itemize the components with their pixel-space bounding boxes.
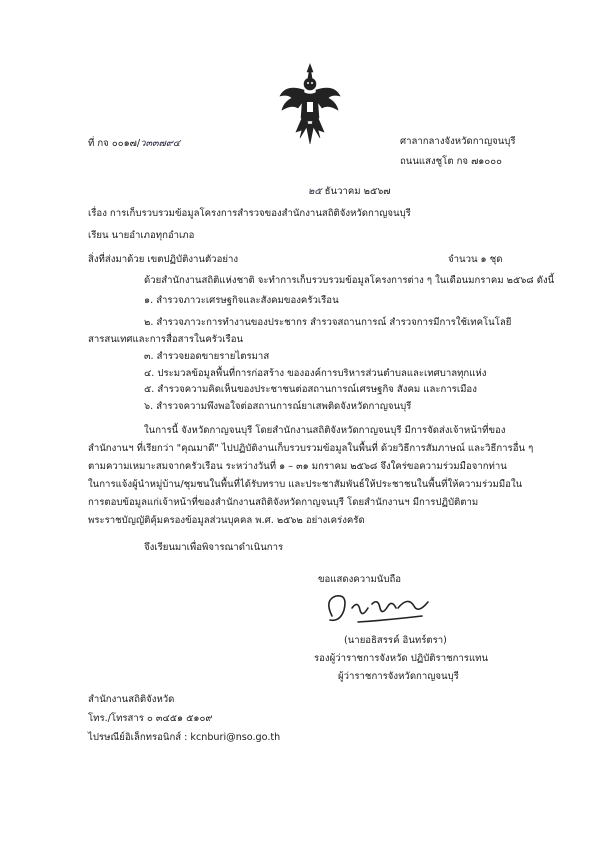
intro-paragraph: ด้วยสำนักงานสถิติแห่งชาติ จะทำการเก็บรวบรวมข้อมูลโครงการต่าง ๆ ในเดือนมกราคม ๒๕๖๘ ดังนี้	[144, 275, 555, 286]
salutation: ขอแสดงความนับถือ	[318, 574, 402, 585]
organization-address: ถนนแสงชูโต กจ ๗๑๐๐๐	[400, 156, 502, 167]
list-item: ๔. ประมวลข้อมูลพื้นที่การก่อสร้าง ขององค์การบริหารส่วนตำบลและเทศบาลทุกแห่ง	[144, 368, 487, 379]
subject-line: เรื่อง การเก็บรวบรวมข้อมูลโครงการสำรวจของสำนักงานสถิติจังหวัดกาญจนบุรี	[88, 208, 411, 219]
date-month-year: ธันวาคม ๒๕๖๗	[324, 186, 391, 197]
paragraph-line: ตามความเหมาะสมจากครัวเรือน ระหว่างวันที่ ๑ – ๓๑ มกราคม ๒๕๖๘ จึงใคร่ขอความร่วมมือจากท่าน	[88, 461, 507, 472]
signatory-position: รองผู้ว่าราชการจังหวัด ปฏิบัติราชการแทน	[314, 653, 489, 664]
list-item: ๕. สำรวจความคิดเห็นของประชาชนต่อสถานการณ์เศรษฐกิจ สังคม และการเมือง	[144, 384, 477, 395]
paragraph-line: ในการแจ้งผู้นำหมู่บ้าน/ชุมชนในพื้นที่ได้รับทราบ และประชาสัมพันธ์ให้ประชาชนในพื้นที่ให้ความร่วมมือใน	[88, 479, 523, 490]
paragraph-line: พระราชบัญญัติคุ้มครองข้อมูลส่วนบุคคล พ.ศ. ๒๕๖๒ อย่างเคร่งครัด	[88, 515, 365, 526]
list-item: ๒. สำรวจภาวะการทำงานของประชากร สำรวจสถานการณ์ สำรวจการมีการใช้เทคโนโลยี	[144, 317, 512, 328]
signatory-position: ผู้ว่าราชการจังหวัดกาญจนบุรี	[338, 671, 459, 682]
footer-office: สำนักงานสถิติจังหวัด	[88, 694, 175, 705]
handwritten-signature	[318, 590, 438, 630]
list-item: ๖. สำรวจความพึงพอใจต่อสถานการณ์ยาเสพติดจังหวัดกาญจนบุรี	[144, 401, 412, 412]
organization-name: ศาลากลางจังหวัดกาญจนบุรี	[400, 136, 516, 147]
reference-handwritten: ว๓๓๗๙๔	[140, 138, 181, 149]
date-day-handwritten: ๒๕	[308, 186, 322, 197]
enclosure-line: สิ่งที่ส่งมาด้วย เขตปฏิบัติงานตัวอย่าง	[88, 254, 239, 265]
closing-request: จึงเรียนมาเพื่อพิจารณาดำเนินการ	[144, 542, 284, 553]
paragraph-line: ในการนี้ จังหวัดกาญจนบุรี โดยสำนักงานสถิติจังหวัดกาญจนบุรี มีการจัดส่งเจ้าหน้าที่ของ	[144, 425, 506, 436]
list-item: ๑. สำรวจภาวะเศรษฐกิจและสังคมของครัวเรือน	[144, 295, 339, 306]
garuda-emblem	[278, 62, 342, 146]
recipient-line: เรียน นายอำเภอทุกอำเภอ	[88, 230, 195, 241]
signatory-name: (นายอธิสรรค์ อินทร์ตรา)	[344, 635, 447, 646]
footer-email: ไปรษณีย์อิเล็กทรอนิกส์ : kcnburi@nso.go.th	[88, 732, 281, 743]
footer-phone: โทร./โทรสาร ๐ ๓๔๕๑ ๕๑๐๙	[88, 713, 213, 724]
reference-number	[88, 138, 180, 150]
letter-date	[308, 186, 391, 198]
paragraph-line: การตอบข้อมูลแก่เจ้าหน้าที่ของสำนักงานสถิติจังหวัดกาญจนบุรี โดยสำนักงานฯ มีการปฏิบัติตาม	[88, 497, 479, 508]
list-item: ๓. สำรวจยอดขายรายไตรมาส	[144, 351, 270, 362]
reference-prefix: ที่ กจ ๐๐๑๗/	[88, 138, 141, 149]
paragraph-line: สำนักงานฯ ที่เรียกว่า "คุณมาดี" ไปปฏิบัติงานเก็บรวบรวมข้อมูลในพื้นที่ ด้วยวิธีการสัมภาษณ์ และวิธีการอื่น ๆ	[88, 443, 534, 454]
enclosure-count: จำนวน ๑ ชุด	[448, 254, 503, 265]
list-item-continuation: สารสนเทศและการสื่อสารในครัวเรือน	[88, 334, 244, 345]
